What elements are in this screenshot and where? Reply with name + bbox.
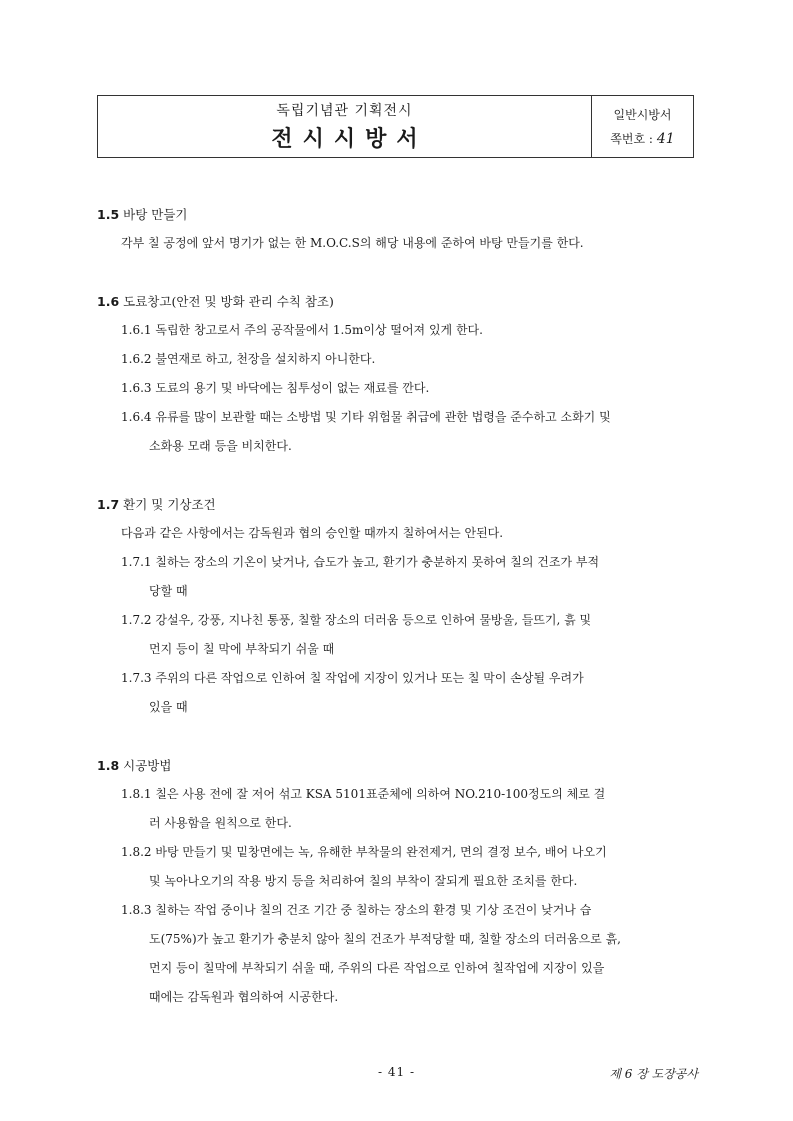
list-item: 1.6.2 불연재로 하고, 천장을 설치하지 아니한다.: [121, 352, 376, 366]
list-item-continuation: 러 사용함을 원칙으로 한다.: [149, 816, 292, 830]
section-heading-1-8: [97, 751, 697, 780]
section-number: 1.8: [97, 758, 120, 773]
project-name: 독립기념관 기획전시: [276, 103, 413, 119]
section-heading-1-5: [97, 200, 697, 229]
footer-page-number: - 41 -: [377, 1065, 415, 1079]
list-item: 1.8.2 바탕 만들기 및 밑창면에는 녹, 유해한 부착물의 완전제거, 면의 결정 보수, 배어 나오기: [121, 845, 607, 859]
list-item: 1.6.1 독립한 창고로서 주의 공작물에서 1.5m이상 떨어져 있게 한다.: [121, 323, 483, 337]
section-title: 바탕 만들기: [123, 207, 188, 222]
list-item: 1.8.3 칠하는 작업 중이나 칠의 건조 기간 중 칠하는 장소의 환경 및 기상 조건이 낮거나 습: [121, 903, 592, 917]
section-title: 시공방법: [123, 758, 172, 773]
section-title: 도료창고(안전 및 방화 관리 수칙 참조): [123, 294, 334, 309]
header-title-block: [98, 96, 592, 157]
paragraph: 각부 칠 공정에 앞서 명기가 없는 한 M.O.C.S의 해당 내용에 준하여 바탕 만들기를 한다.: [121, 236, 584, 250]
list-item: 1.7.3 주위의 다른 작업으로 인하여 칠 작업에 지장이 있거나 또는 칠 막이 손상될 우려가: [121, 671, 584, 685]
document-header: [97, 95, 694, 158]
page-number-field: [610, 127, 674, 151]
section-title: 환기 및 기상조건: [123, 497, 216, 512]
document-title: 전시시방서: [271, 126, 428, 152]
document-body: [97, 200, 697, 1012]
section-heading-1-7: [97, 490, 697, 519]
list-item: 1.6.4 유류를 많이 보관할 때는 소방법 및 기타 위험물 취급에 관한 법령을 준수하고 소화기 및: [121, 410, 611, 424]
spec-category: 일반시방서: [613, 107, 672, 122]
page-number-value: 41: [656, 130, 675, 147]
paragraph: 다음과 같은 사항에서는 감독원과 협의 승인할 때까지 칠하여서는 안된다.: [121, 526, 504, 540]
list-item-continuation: 도(75%)가 높고 환기가 충분치 않아 칠의 건조가 부적당할 때, 칠할 장소의 더러움으로 흙,: [149, 932, 621, 946]
section-number: 1.5: [97, 207, 120, 222]
list-item-continuation: 당할 때: [149, 584, 188, 598]
page-number-label: 쪽번호 :: [610, 131, 653, 146]
section-heading-1-6: [97, 287, 697, 316]
list-item-continuation: 소화용 모래 등을 비치한다.: [149, 439, 292, 453]
list-item: 1.7.2 강설우, 강풍, 지나친 통풍, 칠할 장소의 더러움 등으로 인하여 물방울, 들뜨기, 흙 및: [121, 613, 592, 627]
list-item-continuation: 먼지 등이 칠막에 부착되기 쉬울 때, 주위의 다른 작업으로 인하여 칠작업에 지장이 있을: [149, 961, 605, 975]
list-item-continuation: 있을 때: [149, 700, 188, 714]
header-meta-block: [592, 96, 693, 157]
list-item: 1.8.1 칠은 사용 전에 잘 저어 섞고 KSA 5101표준체에 의하여 NO.210-100정도의 체로 걸: [121, 787, 606, 801]
list-item: 1.7.1 칠하는 장소의 기온이 낮거나, 습도가 높고, 환기가 충분하지 못하여 칠의 건조가 부적: [121, 555, 600, 569]
list-item-continuation: 먼지 등이 칠 막에 부착되기 쉬울 때: [149, 642, 335, 656]
list-item-continuation: 때에는 감독원과 협의하여 시공한다.: [149, 990, 339, 1004]
list-item-continuation: 및 녹아나오기의 작용 방지 등을 처리하여 칠의 부착이 잘되게 필요한 조치를 한다.: [149, 874, 578, 888]
section-number: 1.6: [97, 294, 120, 309]
list-item: 1.6.3 도료의 용기 및 바닥에는 침투성이 없는 재료를 깐다.: [121, 381, 430, 395]
section-number: 1.7: [97, 497, 120, 512]
footer-chapter: 제 6 장 도장공사: [609, 1067, 698, 1081]
